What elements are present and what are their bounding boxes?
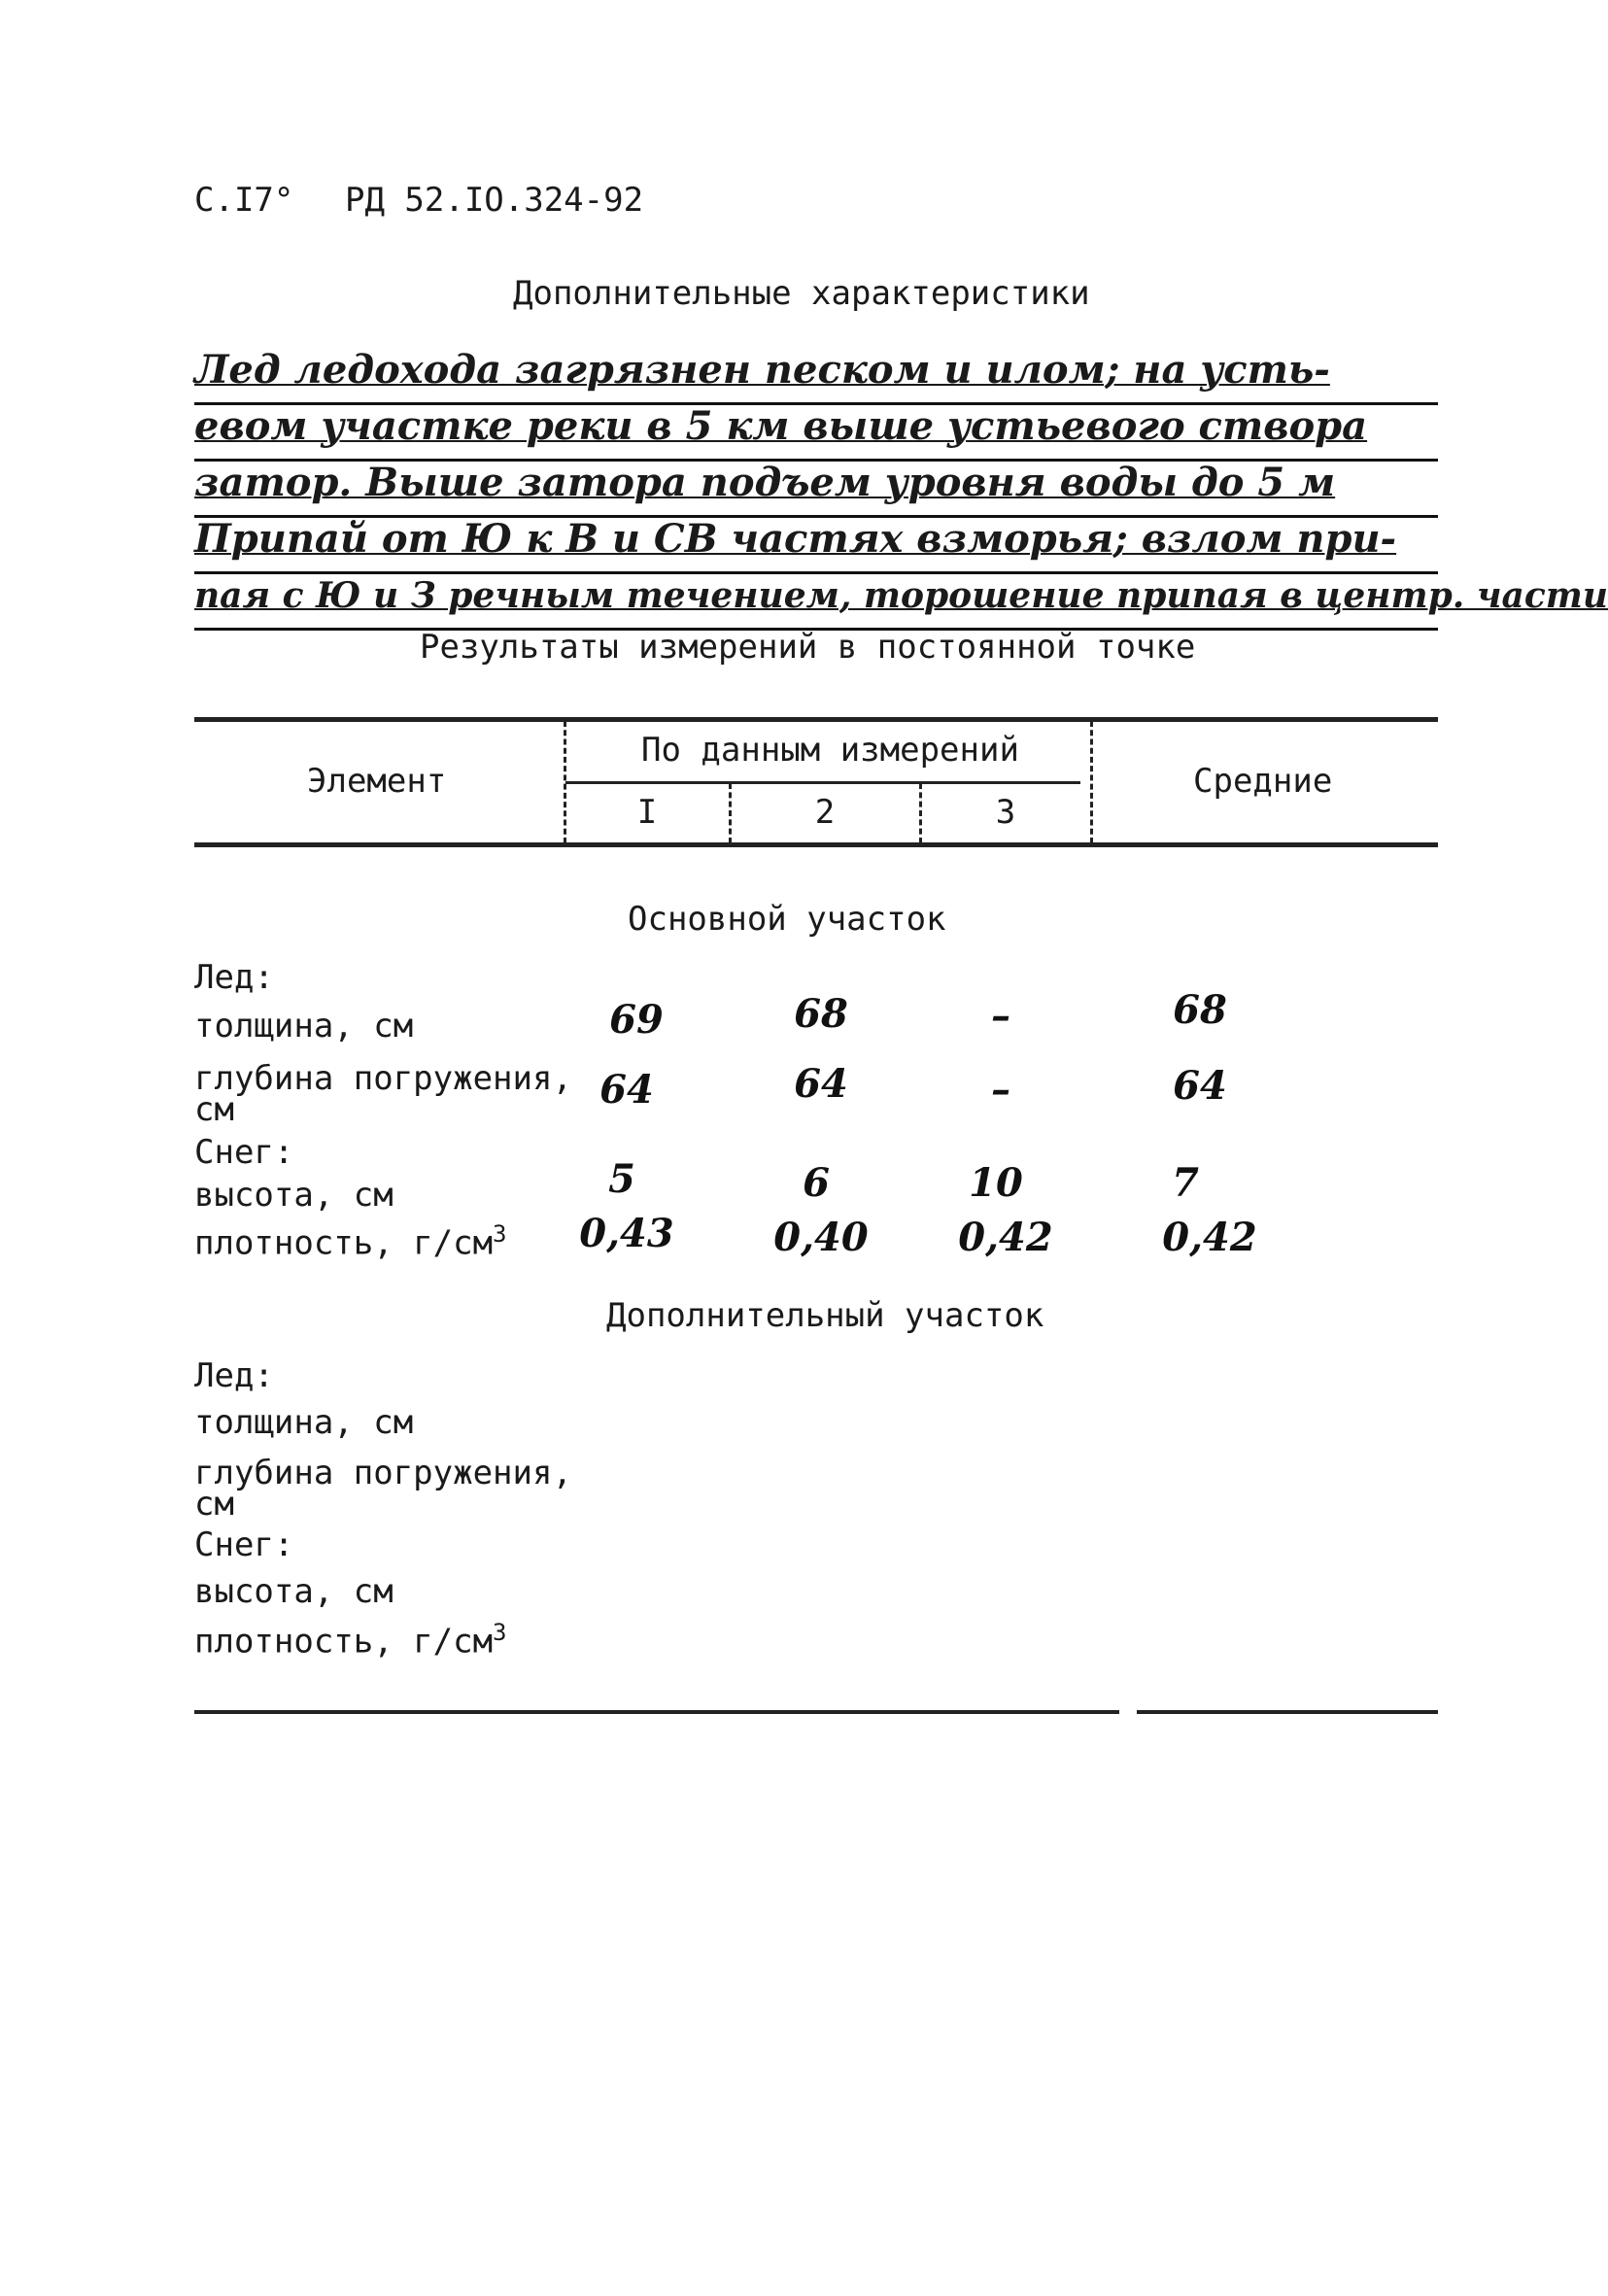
table-group-rule (565, 781, 1080, 784)
density-label: плотность, $г/см^3$ (194, 1220, 507, 1263)
col-element: Элемент (307, 762, 447, 801)
handwritten-note-line: Лед ледохода загрязнен песком и илом; на усть- (194, 342, 1438, 405)
value-depth-3: – (991, 1067, 1010, 1113)
depth-label: глубина погружения, (194, 1454, 572, 1492)
page-number: С.I7° (194, 181, 294, 220)
table-bottom-rule (194, 842, 1438, 847)
table-divider (1090, 721, 1093, 843)
height-label: высота, см (194, 1176, 393, 1215)
extra-section-title: Дополнительный участок (606, 1296, 1044, 1335)
handwritten-note-line: Припай от Ю к В и СВ частях взморья; взлом при- (194, 511, 1438, 574)
results-title: Результаты измерений в постоянной точке (420, 628, 1196, 667)
col-3: 3 (995, 793, 1016, 832)
col-average: Средние (1193, 762, 1333, 801)
value-depth-1: 64 (599, 1067, 654, 1113)
value-density-1: 0,43 (579, 1211, 674, 1256)
col-1: I (636, 793, 658, 832)
handwritten-note-line: затор. Выше затора подъем уровня воды до 5 м (194, 455, 1438, 518)
value-thickness-3: – (991, 993, 1010, 1039)
value-height-1: 5 (608, 1156, 635, 1202)
col-2: 2 (814, 793, 836, 832)
main-section-title: Основной участок (628, 900, 946, 939)
handwritten-note-line: евом участке реки в 5 км выше устьевого створа (194, 398, 1438, 462)
value-thickness-2: 68 (794, 991, 848, 1037)
value-density-2: 0,40 (773, 1215, 869, 1260)
additional-characteristics-title: Дополнительные характеристики (513, 274, 1090, 313)
value-height-avg: 7 (1172, 1160, 1199, 1206)
thickness-label: толщина, см (194, 1007, 414, 1045)
density-label: плотность, $г/см^3$ (194, 1619, 507, 1662)
ice-label: Лед: (194, 1356, 274, 1395)
value-height-2: 6 (803, 1160, 830, 1206)
value-density-avg: 0,42 (1162, 1215, 1257, 1260)
col-group-measurements: По данным измерений (641, 731, 1019, 770)
value-thickness-1: 69 (609, 997, 664, 1043)
table-top-rule (194, 717, 1438, 722)
bottom-rule (194, 1710, 1119, 1714)
ice-label: Лед: (194, 958, 274, 997)
snow-label: Снег: (194, 1133, 294, 1172)
depth-label: глубина погружения, (194, 1059, 572, 1098)
value-depth-2: 64 (794, 1061, 848, 1107)
height-label: высота, см (194, 1572, 393, 1611)
handwritten-note-line: пая с Ю и З речным течением, торошение припая в центр. части (194, 567, 1438, 631)
depth-label-unit: см (194, 1090, 234, 1129)
thickness-label: толщина, см (194, 1403, 414, 1442)
value-thickness-avg: 68 (1173, 987, 1227, 1033)
bottom-rule-short (1137, 1710, 1438, 1714)
value-depth-avg: 64 (1173, 1063, 1227, 1109)
snow-label: Снег: (194, 1525, 294, 1564)
value-density-3: 0,42 (958, 1215, 1053, 1260)
document-code: РД 52.IO.324-92 (345, 181, 644, 220)
value-height-3: 10 (969, 1160, 1023, 1206)
depth-label-unit: см (194, 1485, 234, 1524)
